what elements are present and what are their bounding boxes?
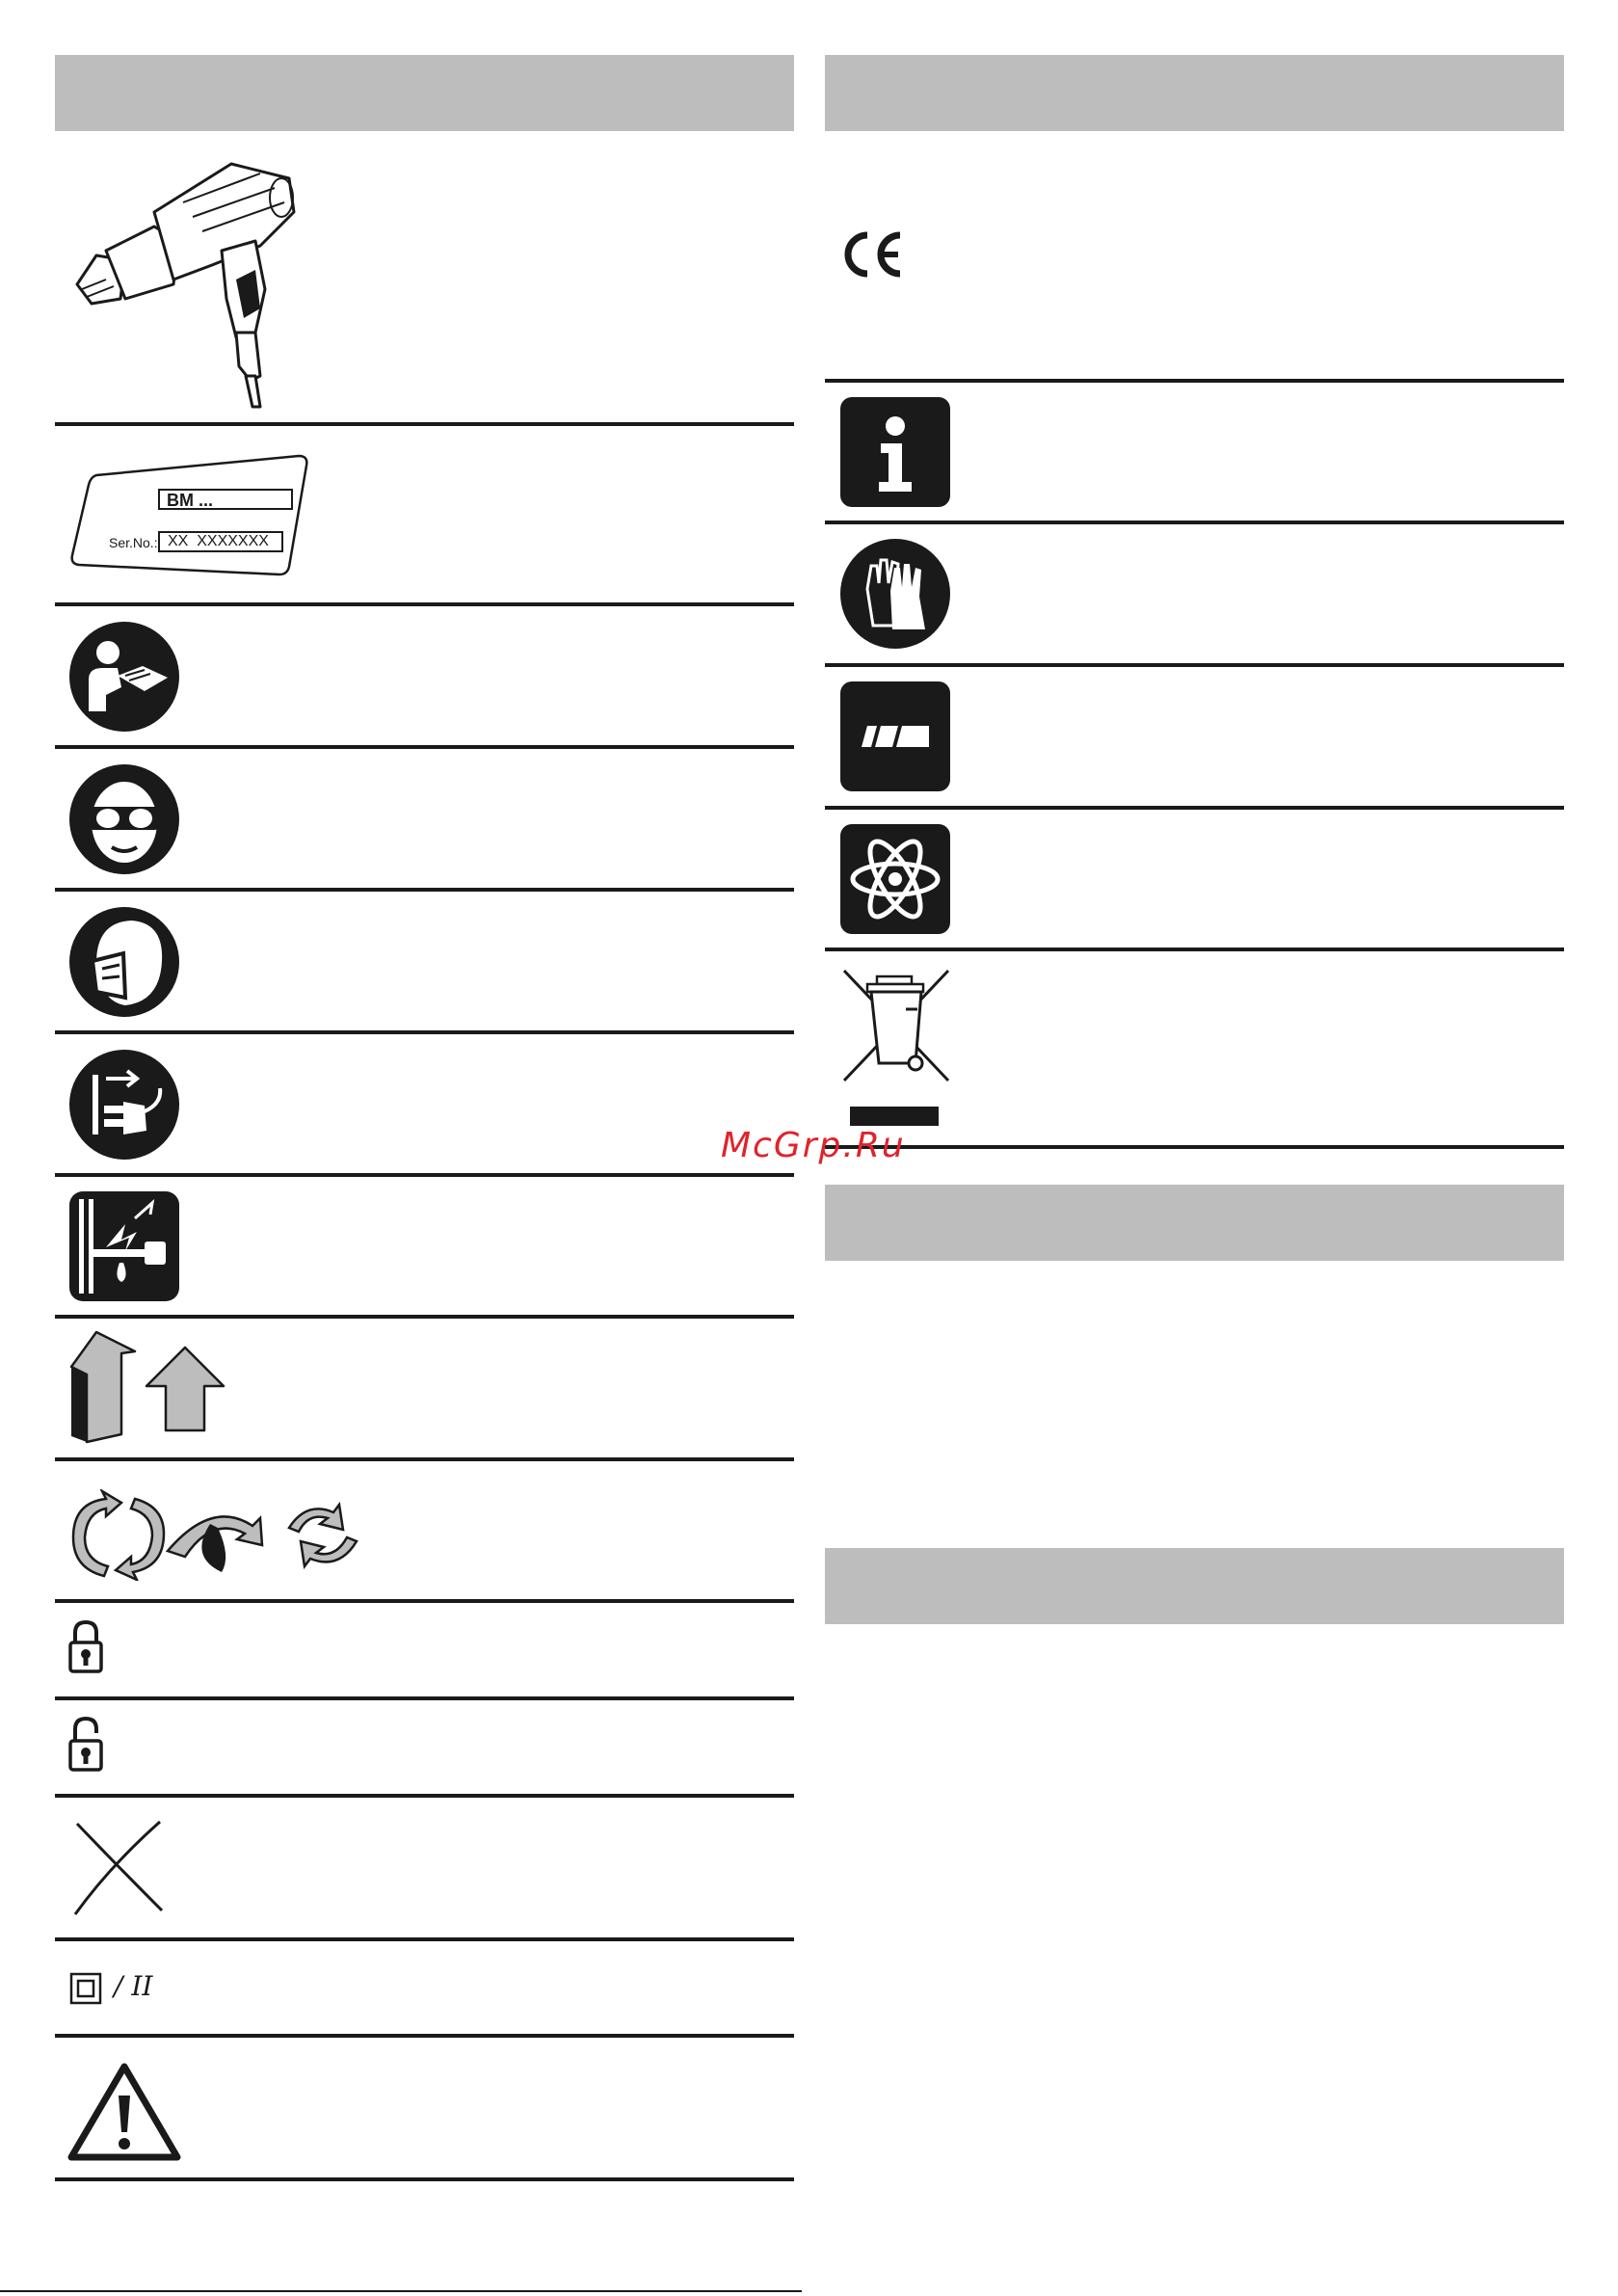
divider [55, 422, 794, 426]
divider [55, 2034, 794, 2038]
divider [825, 379, 1564, 383]
divider [825, 948, 1564, 951]
divider [55, 1599, 794, 1603]
nameplate-model: BM ... [167, 491, 213, 510]
nameplate-serial-value: XX XXXXXXX [168, 533, 269, 549]
section-header-bar-left [55, 55, 794, 131]
section-header-bar-right [825, 55, 1564, 131]
rotation-arrows-icon [67, 1489, 366, 1581]
divider [825, 663, 1564, 667]
unlock-icon [67, 1716, 104, 1774]
eye-protection-icon [67, 762, 181, 876]
divider [55, 1696, 794, 1700]
divider [825, 806, 1564, 810]
divider [55, 2177, 794, 2181]
warning-triangle-icon [67, 2061, 181, 2161]
divider [55, 1315, 794, 1319]
class-ii-label: / II [114, 1970, 153, 2002]
cross-icon [71, 1818, 164, 1918]
divider [55, 1937, 794, 1941]
divider [55, 888, 794, 892]
class-ii-icon [69, 1972, 102, 2005]
page-bottom-line [0, 2290, 802, 2292]
divider [55, 1457, 794, 1461]
info-icon [838, 395, 952, 509]
nameplate [67, 451, 308, 581]
unplug-icon [67, 1048, 181, 1161]
divider [825, 521, 1564, 524]
atom-icon [838, 822, 952, 936]
hidden-wires-warning-icon [67, 1189, 181, 1303]
watermark: McGrp.Ru [721, 1126, 906, 1165]
section-header-bar-right-3 [825, 1548, 1564, 1624]
drill-illustration [67, 145, 308, 410]
battery-icon [838, 680, 952, 793]
lock-icon [67, 1619, 104, 1675]
nameplate-serial-label: Ser.No.: [109, 535, 158, 550]
weee-bin-icon [838, 967, 954, 1131]
read-manual-icon [67, 620, 181, 734]
ce-mark-icon [838, 229, 906, 280]
divider [55, 745, 794, 749]
divider [55, 602, 794, 606]
divider [55, 1794, 794, 1798]
dust-mask-icon [67, 905, 181, 1019]
direction-arrows-icon [67, 1328, 231, 1446]
divider [825, 1145, 1564, 1149]
section-header-bar-right-2 [825, 1185, 1564, 1261]
gloves-icon [838, 537, 952, 651]
divider [55, 1030, 794, 1034]
divider [55, 1173, 794, 1177]
